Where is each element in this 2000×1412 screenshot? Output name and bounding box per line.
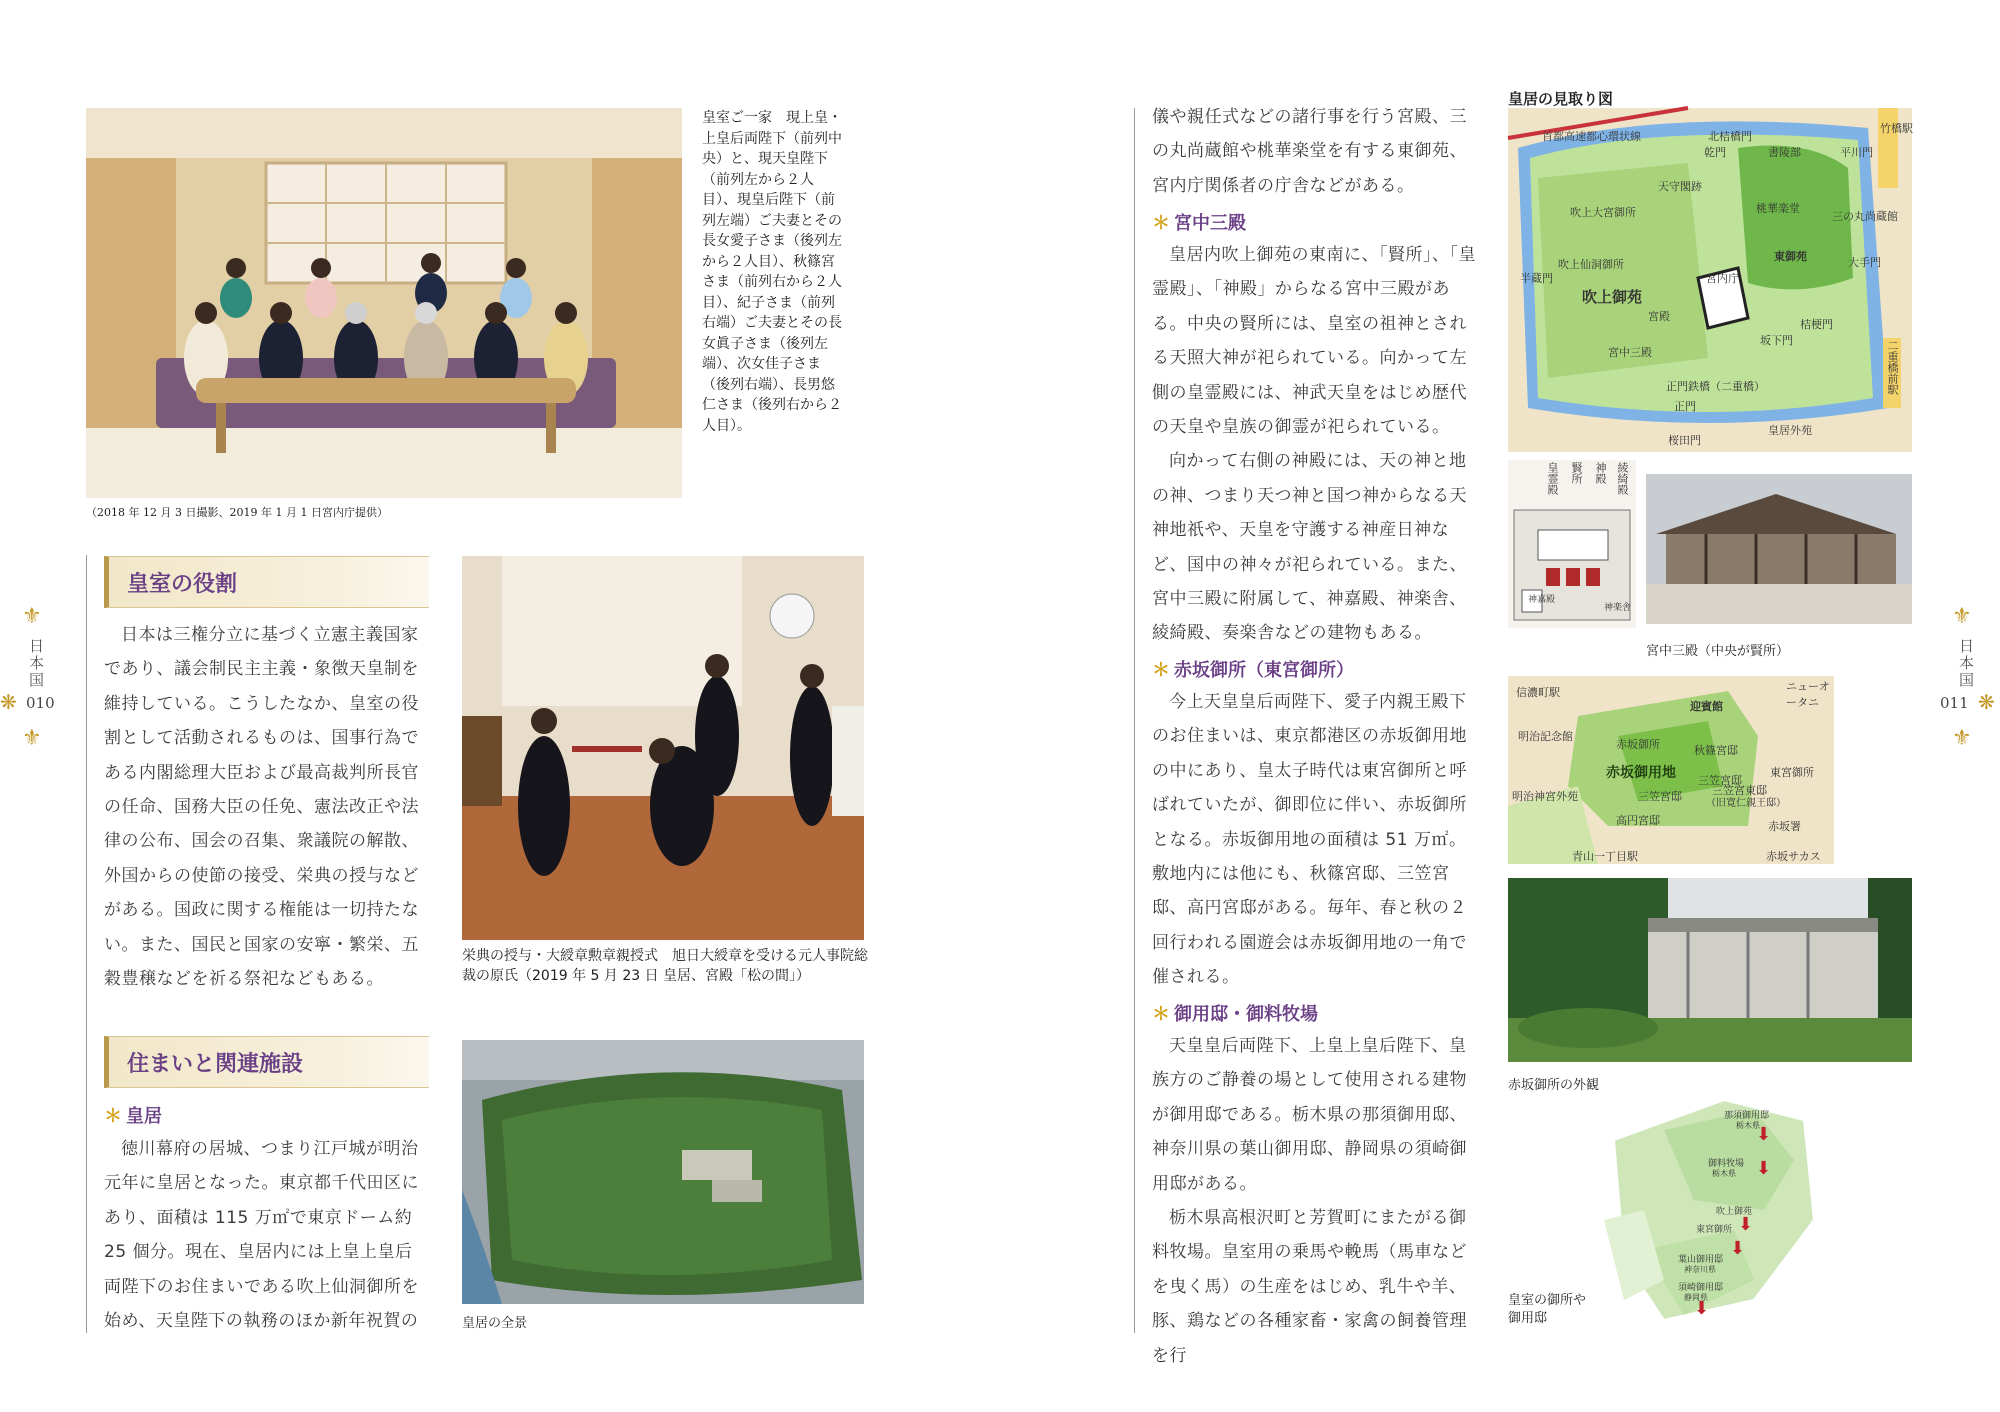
palace-map-title: 皇居の見取り図 [1508, 90, 1614, 108]
ceremony-caption: 栄典の授与・大綬章勲章親授式 旭日大綬章を受ける元人事院総裁の原氏（2019 年 5 月 23 日 皇居、宮殿「松の間」） [462, 948, 868, 984]
goyotei-paragraph-2: 栃木県高根沢町と芳賀町にまたがる御料牧場。皇室用の乗馬や輓馬（馬車などを曳く馬）の生産をはじめ、乳牛や羊、豚、鶏などの各種家畜・家禽の飼養管理を行 [1152, 1208, 1467, 1366]
kokyo-subheading-text: 皇居 [126, 1106, 162, 1127]
sanden-subheading [1152, 209, 1246, 235]
plan-label: 賢所 [1570, 462, 1583, 484]
ornament-icon-right: ❋ [1978, 690, 1995, 714]
location-pin-icon: ⬇ [1756, 1124, 1772, 1145]
goyotei-subheading [1152, 1000, 1318, 1026]
star-icon: ＊ [104, 1106, 122, 1127]
map-label: 皇居外苑 [1768, 424, 1812, 437]
location-pin-icon: ⬇ [1730, 1238, 1746, 1259]
akasaka-map-label: 信濃町駅 [1516, 686, 1560, 699]
map-label: 宮中三殿 [1608, 346, 1652, 359]
akasaka-map-label: 三笠宮東邸 [1712, 784, 1767, 797]
map-label: 乾門 [1704, 146, 1726, 159]
akasaka-caption: 赤坂御所の外観 [1508, 1078, 1600, 1093]
map-label: 大手門 [1848, 256, 1881, 269]
ceremony-photo [462, 556, 864, 940]
akasaka-map-label: 迎賓館 [1690, 700, 1723, 713]
map-label: 天守閣跡 [1658, 180, 1702, 193]
goyotei-map-label: 吹上御苑 [1716, 1207, 1753, 1217]
akasaka-map-label: 秋篠宮邸 [1694, 744, 1738, 757]
map-label: 竹橋駅 [1880, 122, 1913, 135]
sanden-subheading-text: 宮中三殿 [1174, 213, 1246, 234]
akasaka-photo [1508, 878, 1912, 1062]
right-page-number: 011 [1940, 694, 1969, 712]
star-icon: ＊ [1152, 213, 1170, 234]
akasaka-map [1508, 676, 1834, 864]
map-label: 平川門 [1840, 146, 1873, 159]
family-photo [86, 108, 682, 498]
star-icon: ＊ [1152, 660, 1170, 681]
role-paragraph: 日本は三権分立に基づく立憲主義国家であり、議会制民主主義・象徴天皇制を維持している。こうしたなか、皇室の役割として活動されるものは、国事行為である内閣総理大臣および最高裁判所長官の任命、国務大臣の任免、憲法改正や法律の公布、国会の召集、衆議院の解散、外国からの使節の接受、栄典の授与などがある。国政に関する権能は一切持たない。また、国民と国家の安寧・繁栄、五穀豊穣などを祈る祭祀などもある。 [104, 625, 419, 990]
left-page-number: 010 [26, 694, 55, 712]
akasaka-paragraph: 今上天皇皇后両陛下、愛子内親王殿下のお住まいは、東京都港区の赤坂御用地の中にあり、皇太子時代は東宮御所と呼ばれていたが、御即位に伴い、赤坂御所となる。赤坂御用地の面積は 51 万㎡。敷地内には他にも、秋篠宮邸、三笠宮邸、高円宮邸がある。毎年、春と秋の２回行われる園遊会は赤坂御用地の一角で催される。 [1152, 692, 1467, 988]
akasaka-map-label: （旧寛仁親王邸） [1706, 798, 1786, 809]
map-label: 三の丸尚蔵館 [1832, 210, 1898, 223]
aerial-photo [462, 1040, 864, 1304]
plan-label: 神殿 [1594, 462, 1607, 484]
map-label: 二重橋前駅 [1886, 340, 1899, 395]
location-pin-icon: ⬇ [1738, 1214, 1754, 1235]
goyotei-map-label: 栃木県 [1736, 1121, 1760, 1130]
fleur-icon-bottom-right: ⚜ [1952, 726, 1972, 751]
goyotei-map-label: 御料牧場 [1708, 1159, 1745, 1169]
akasaka-map-label: 明治記念館 [1518, 730, 1573, 743]
goyotei-map-label: 栃木県 [1712, 1169, 1736, 1178]
map-label: 桔梗門 [1800, 318, 1833, 331]
role-body [104, 618, 428, 996]
map-label: 吹上仙洞御所 [1558, 258, 1624, 271]
right-margin-line [1134, 108, 1135, 1333]
ceremony-photo-illustration [462, 556, 864, 940]
goyotei-map-label: 静岡県 [1684, 1293, 1708, 1302]
akasaka-map-label: 明治神宮外苑 [1512, 790, 1578, 803]
star-icon: ＊ [1152, 1004, 1170, 1025]
intro-paragraph: 儀や親任式などの諸行事を行う宮殿、三の丸尚蔵館や桃華楽堂を有する東御苑、宮内庁関係者の庁舎などがある。 [1152, 107, 1467, 196]
goyotei-paragraph-1: 天皇皇后両陛下、上皇上皇后陛下、皇族方のご静養の場として使用される建物が御用邸である。栃木県の那須御用邸、神奈川県の葉山御用邸、静岡県の須崎御用邸がある。 [1152, 1036, 1467, 1194]
residence-heading: 住まいと関連施設 [127, 1052, 304, 1077]
akasaka-photo-illustration [1508, 878, 1912, 1062]
residence-heading-box [104, 1036, 429, 1088]
map-label: 正門 [1674, 400, 1696, 413]
fleur-icon-top-right: ⚜ [1952, 604, 1972, 629]
right-side-label: 日本国 [1957, 638, 1975, 689]
akasaka-body [1152, 685, 1478, 995]
map-label: 東御苑 [1774, 250, 1807, 263]
map-label: 桃華楽堂 [1756, 202, 1800, 215]
map-label: 吹上大宮御所 [1570, 206, 1636, 219]
location-pin-icon: ⬇ [1756, 1158, 1772, 1179]
map-label: 坂下門 [1760, 334, 1793, 347]
akasaka-subheading-text: 赤坂御所（東宮御所） [1174, 660, 1354, 681]
map-label: 宮殿 [1648, 310, 1670, 323]
plan-label: 神嘉殿 [1528, 595, 1556, 605]
map-label: 首都高速都心環状線 [1542, 130, 1641, 143]
plan-label: 神楽舎 [1604, 603, 1632, 613]
map-label: 宮内庁 [1706, 272, 1739, 285]
akasaka-map-label: 赤坂サカス [1766, 850, 1821, 863]
akasaka-map-label: 赤坂署 [1768, 820, 1801, 833]
aerial-caption: 皇居の全景 [462, 1316, 528, 1331]
akasaka-map-label: 青山一丁目駅 [1572, 850, 1638, 863]
sanden-photo-illustration [1646, 474, 1912, 624]
sanden-caption: 宮中三殿（中央が賢所） [1646, 644, 1790, 659]
kokyo-body [104, 1132, 428, 1334]
goyotei-map-label: 那須御用邸 [1724, 1111, 1770, 1121]
kokyo-subheading [104, 1102, 162, 1128]
map-label: 吹上御苑 [1582, 288, 1643, 306]
goyotei-body [1152, 1029, 1478, 1366]
akasaka-map-label: ニューオータニ [1786, 680, 1830, 709]
sanden-paragraph-2: 向かって右側の神殿には、天の神と地の神、つまり天つ神と国つ神からなる天神地祇や、天皇を守護する神産日神など、国中の神々が祀られている。また、宮中三殿に附属して、神嘉殿、神楽舎、綾綺殿、奏楽舎などの建物もある。 [1152, 451, 1467, 644]
kokyo-paragraph: 徳川幕府の居城、つまり江戸城が明治元年に皇居となった。東京都千代田区にあり、面積は 115 万㎡で東京ドーム約 25 個分。現在、皇居内には上皇上皇后両陛下のお住まいである吹上仙洞御所を始め、天皇陛下の執務のほか新年祝賀の [104, 1139, 419, 1332]
family-caption: 皇室ご一家 現上皇・上皇后両陛下（前列中央）と、現天皇陛下（前列左から２人目）、現皇后陛下（前列左端）ご夫妻とその長女愛子さま（後列左から２人目）、秋篠宮さま（前列右から２人目）、紀子さま（前列右端）ご夫妻とその長女眞子さま（後列左端）、次女佳子さま（後列右端）、長男悠仁さま（後列右から２人目）。 [702, 110, 842, 434]
map-label: 桜田門 [1668, 434, 1701, 447]
goyotei-map-label: 東宮御所 [1696, 1225, 1733, 1235]
plan-label: 綾綺殿 [1616, 462, 1629, 495]
akasaka-map-label: 三笠宮邸 [1638, 790, 1682, 803]
akasaka-map-label: 赤坂御所 [1616, 738, 1660, 751]
goyotei-map-label: 葉山御用邸 [1678, 1255, 1724, 1265]
family-photo-credit: （2018 年 12 月 3 日撮影、2019 年 1 月 1 日宮内庁提供） [86, 506, 388, 519]
sanden-photo [1646, 474, 1912, 624]
fleur-icon-top-left: ⚜ [22, 604, 42, 629]
goyotei-map [1604, 1100, 1834, 1332]
goyotei-map-label: 神奈川県 [1684, 1265, 1716, 1274]
map-label: 書陵部 [1768, 146, 1801, 159]
left-side-label: 日本国 [27, 638, 45, 689]
map-label: 半蔵門 [1520, 272, 1553, 285]
fleur-icon-bottom-left: ⚜ [22, 726, 42, 751]
left-margin-line [86, 555, 87, 1333]
role-heading-box [104, 556, 429, 608]
intro-body [1152, 100, 1478, 203]
akasaka-subheading [1152, 656, 1354, 682]
goyotei-map-label: 須崎御用邸 [1678, 1283, 1724, 1293]
akasaka-map-label: 高円宮邸 [1616, 814, 1660, 827]
plan-label: 皇霊殿 [1546, 462, 1559, 495]
role-heading: 皇室の役割 [127, 572, 238, 597]
akasaka-map-label: 三笠宮邸 [1698, 774, 1742, 787]
sanden-paragraph-1: 皇居内吹上御苑の東南に、「賢所」、「皇霊殿」、「神殿」からなる宮中三殿がある。中央の賢所には、皇室の祖神とされる天照大神が祀られている。向かって左側の皇霊殿には、神武天皇をはじめ歴代の天皇や皇族の御霊が祀られている。 [1152, 245, 1476, 438]
location-pin-icon: ⬇ [1694, 1298, 1710, 1319]
goyotei-caption: 皇室の御所や御用邸 [1508, 1293, 1587, 1326]
sanden-body [1152, 238, 1478, 651]
family-photo-illustration [86, 108, 682, 498]
sanden-plan [1508, 460, 1636, 628]
palace-map [1508, 108, 1912, 452]
aerial-photo-illustration [462, 1040, 864, 1304]
ornament-icon-left: ❋ [0, 690, 17, 714]
akasaka-map-label: 赤坂御用地 [1606, 765, 1676, 781]
goyotei-subheading-text: 御用邸・御料牧場 [1174, 1004, 1318, 1025]
map-label: 北桔橋門 [1708, 130, 1752, 143]
akasaka-map-label: 東宮御所 [1770, 766, 1814, 779]
map-label: 正門鉄橋（二重橋） [1666, 380, 1765, 393]
